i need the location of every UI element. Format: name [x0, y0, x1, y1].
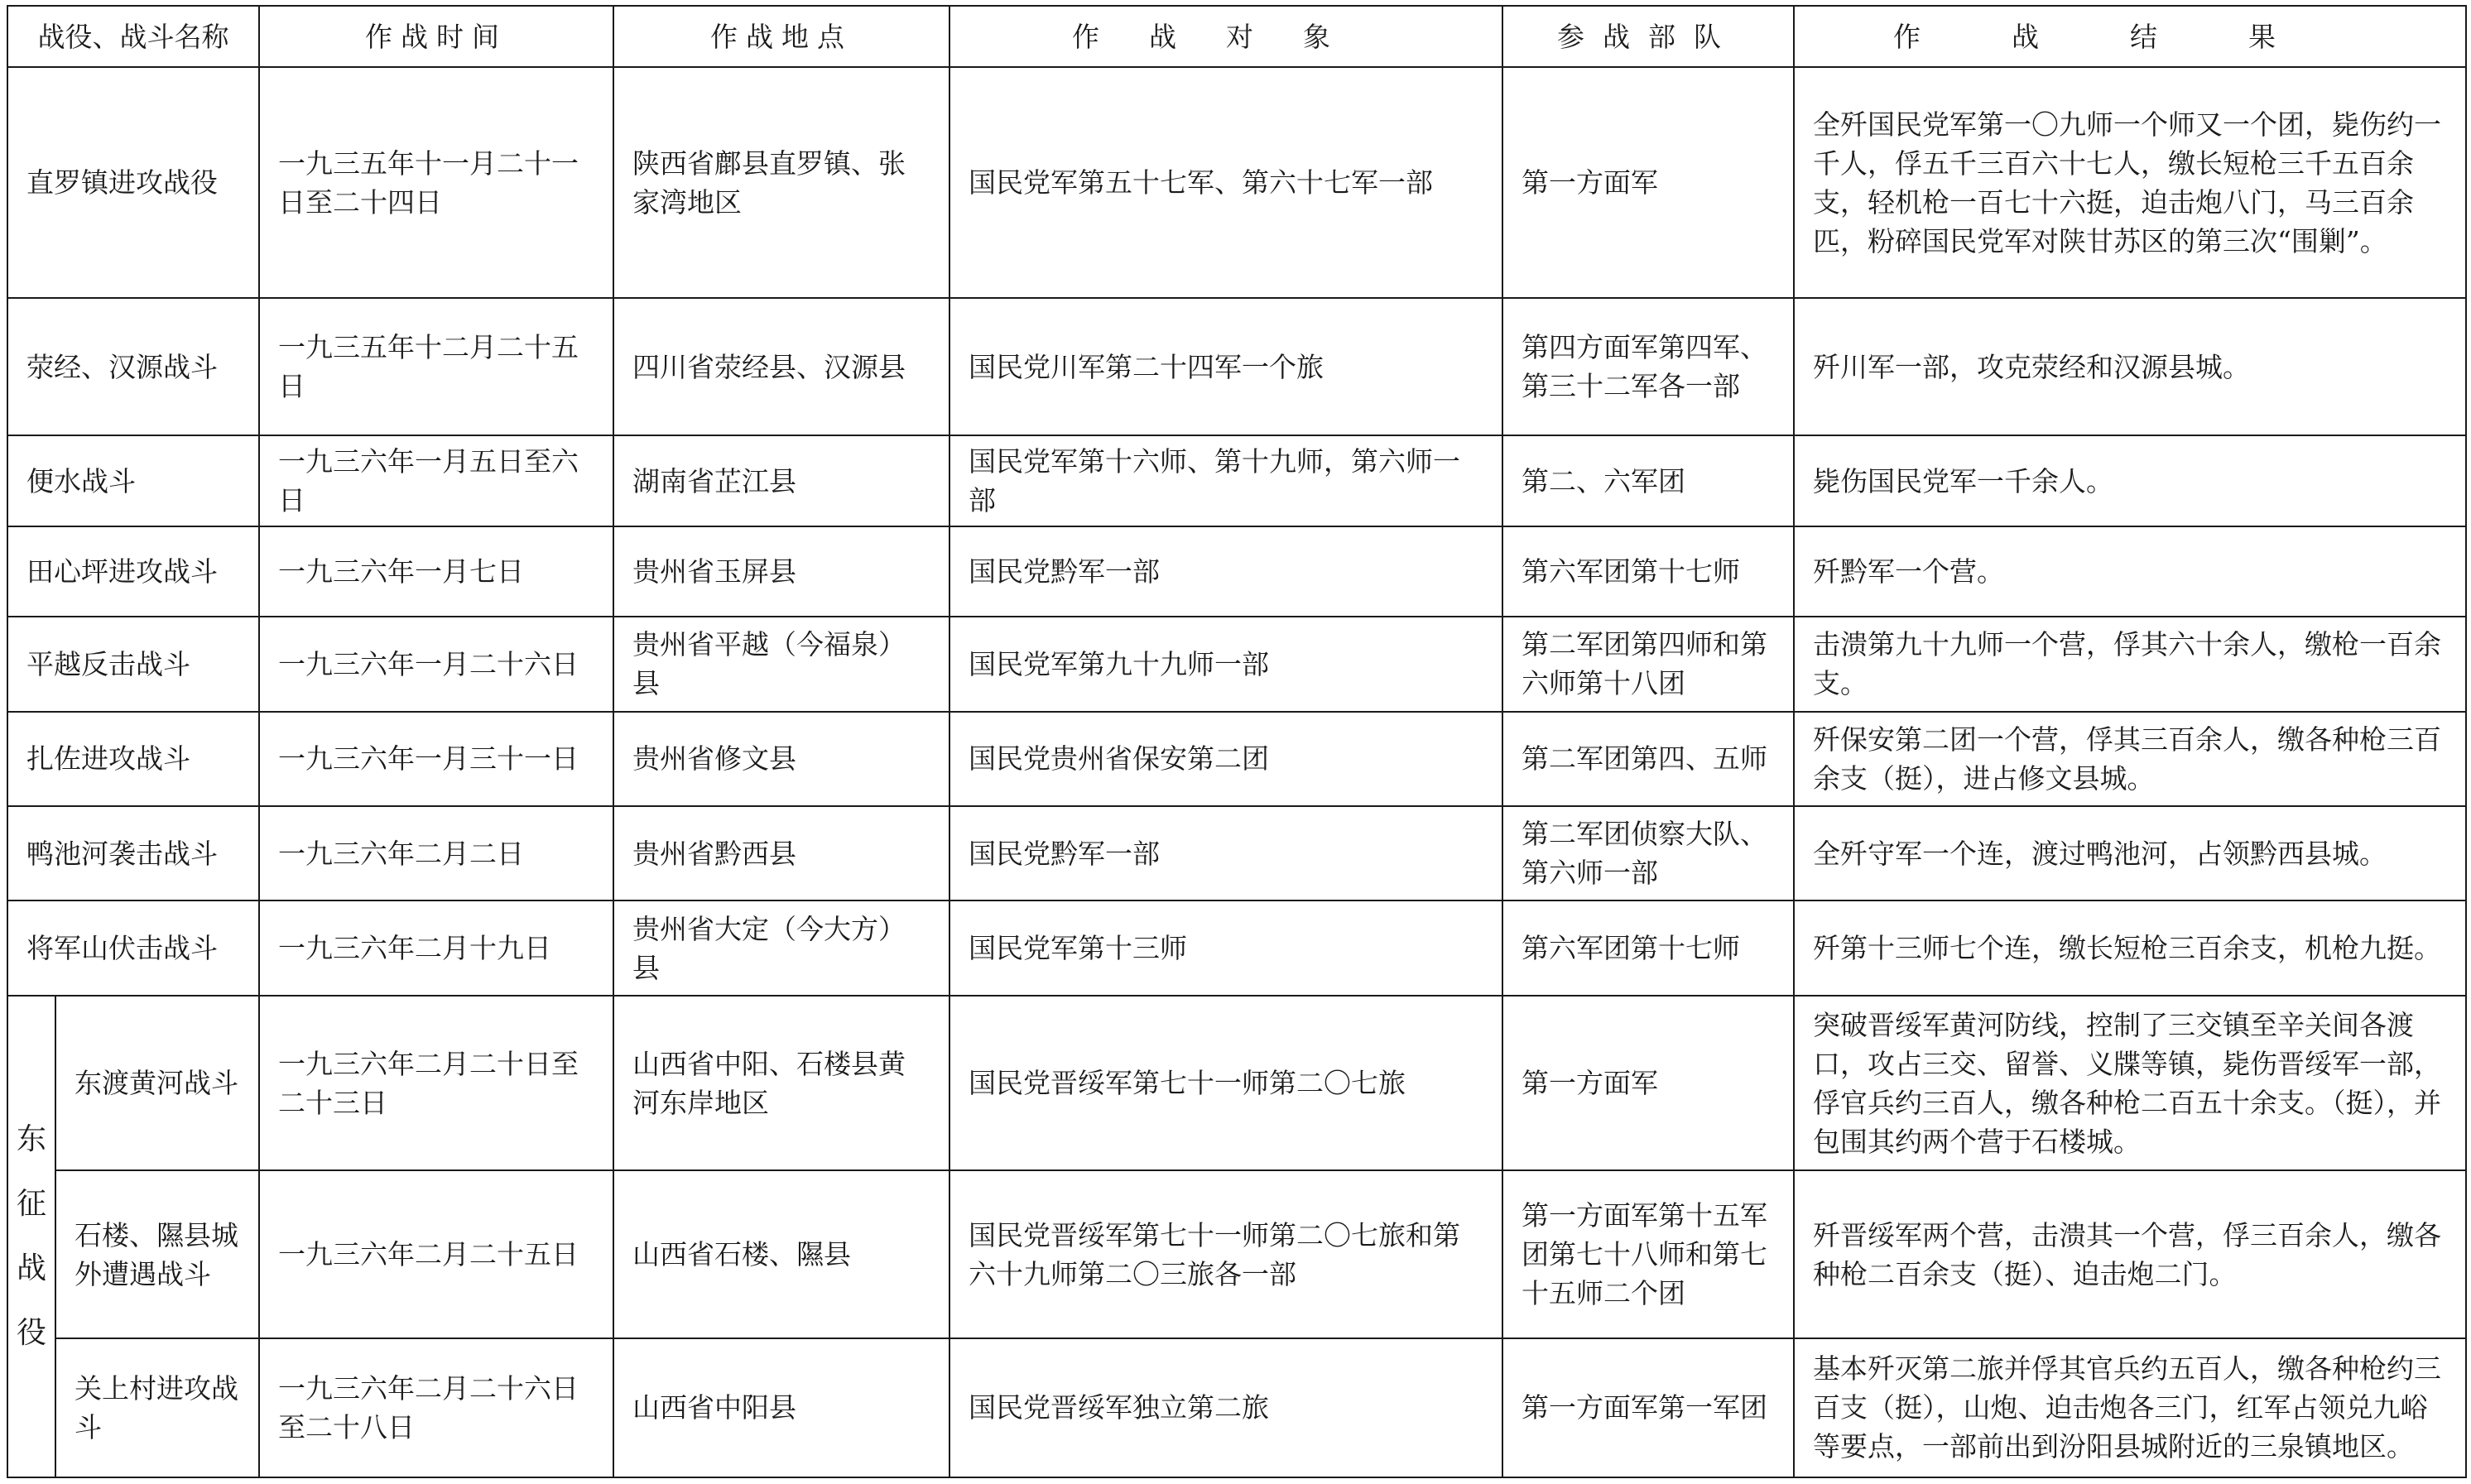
battle-name: 田心坪进攻战斗 [7, 526, 259, 617]
battle-target: 国民党晋绥军第七十一师第二〇七旅 [949, 996, 1502, 1171]
battle-units: 第一方面军第一军团 [1502, 1338, 1794, 1477]
battle-result: 歼晋绥军两个营，击溃其一个营，俘三百余人，缴各种枪二百余支（挺）、迫击炮二门。 [1794, 1170, 2466, 1338]
battle-time: 一九三六年二月二十五日 [259, 1170, 613, 1338]
battle-result: 歼第十三师七个连，缴长短枪三百余支，机枪九挺。 [1794, 900, 2466, 995]
battle-place: 山西省石楼、隰县 [613, 1170, 949, 1338]
battle-units: 第二军团侦察大队、第六师一部 [1502, 806, 1794, 900]
battle-result: 突破晋绥军黄河防线，控制了三交镇至辛关间各渡口，攻占三交、留誉、义牒等镇，毙伤晋绥军一部，俘官兵约三百人，缴各种枪二百五十余支。（挺），并包围其约两个营于石楼城。 [1794, 996, 2466, 1171]
battle-units: 第六军团第十七师 [1502, 526, 1794, 617]
battle-target: 国民党军第五十七军、第六十七军一部 [949, 67, 1502, 298]
battle-result: 毙伤国民党军一千余人。 [1794, 435, 2466, 526]
battle-time: 一九三六年二月十九日 [259, 900, 613, 995]
table-row [7, 298, 2466, 435]
table-row [7, 996, 2466, 1171]
battle-place: 贵州省修文县 [613, 712, 949, 806]
battle-place: 贵州省平越（今福泉）县 [613, 617, 949, 711]
table-row [7, 1170, 2466, 1338]
battle-result: 歼保安第二团一个营，俘其三百余人，缴各种枪三百余支（挺），进占修文县城。 [1794, 712, 2466, 806]
battle-target: 国民党军第九十九师一部 [949, 617, 1502, 711]
group-label-char: 役 [16, 1315, 46, 1350]
battle-result: 全歼守军一个连，渡过鸭池河，占领黔西县城。 [1794, 806, 2466, 900]
battle-name: 鸭池河袭击战斗 [7, 806, 259, 900]
header-units: 参战部队 [1502, 6, 1794, 67]
battle-name: 便水战斗 [7, 435, 259, 526]
battle-target: 国民党晋绥军第七十一师第二〇七旅和第六十九师第二〇三旅各一部 [949, 1170, 1502, 1338]
header-row [7, 6, 2466, 67]
battle-place: 贵州省黔西县 [613, 806, 949, 900]
battle-units: 第一方面军 [1502, 996, 1794, 1171]
battle-place: 湖南省芷江县 [613, 435, 949, 526]
battle-units: 第二军团第四、五师 [1502, 712, 1794, 806]
battle-result: 歼川军一部，攻克荥经和汉源县城。 [1794, 298, 2466, 435]
group-label-char: 战 [16, 1251, 46, 1285]
battle-units: 第一方面军 [1502, 67, 1794, 298]
battle-time: 一九三六年二月二日 [259, 806, 613, 900]
battle-time: 一九三六年一月五日至六日 [259, 435, 613, 526]
battle-units: 第四方面军第四军、第三十二军各一部 [1502, 298, 1794, 435]
battle-place: 贵州省玉屏县 [613, 526, 949, 617]
battle-name: 东渡黄河战斗 [55, 996, 259, 1171]
battle-target: 国民党黔军一部 [949, 806, 1502, 900]
battle-place: 山西省中阳县 [613, 1338, 949, 1477]
table-row [7, 900, 2466, 995]
battle-name: 扎佐进攻战斗 [7, 712, 259, 806]
header-name: 战役、战斗名称 [7, 6, 259, 67]
group-label-char: 征 [16, 1186, 46, 1221]
battle-time: 一九三五年十二月二十五日 [259, 298, 613, 435]
battle-name: 直罗镇进攻战役 [7, 67, 259, 298]
battle-table [7, 5, 2467, 1478]
battle-place: 陕西省鄜县直罗镇、张家湾地区 [613, 67, 949, 298]
header-result: 作战结果 [1794, 6, 2466, 67]
battle-result: 歼黔军一个营。 [1794, 526, 2466, 617]
table-row [7, 617, 2466, 711]
header-time: 作战时间 [259, 6, 613, 67]
battle-units: 第六军团第十七师 [1502, 900, 1794, 995]
group-label-char: 东 [16, 1121, 46, 1156]
battle-name: 石楼、隰县城外遭遇战斗 [55, 1170, 259, 1338]
battle-time: 一九三六年一月二十六日 [259, 617, 613, 711]
table-row [7, 712, 2466, 806]
table-row [7, 526, 2466, 617]
battle-name: 荥经、汉源战斗 [7, 298, 259, 435]
battle-place: 四川省荥经县、汉源县 [613, 298, 949, 435]
battle-units: 第二、六军团 [1502, 435, 1794, 526]
battle-units: 第一方面军第十五军团第七十八师和第七十五师二个团 [1502, 1170, 1794, 1338]
group-label [7, 996, 55, 1477]
battle-time: 一九三六年二月二十六日至二十八日 [259, 1338, 613, 1477]
battle-place: 贵州省大定（今大方）县 [613, 900, 949, 995]
table-row [7, 435, 2466, 526]
table-row [7, 1338, 2466, 1477]
battle-target: 国民党军第十三师 [949, 900, 1502, 995]
battle-target: 国民党黔军一部 [949, 526, 1502, 617]
battle-time: 一九三五年十一月二十一日至二十四日 [259, 67, 613, 298]
header-place: 作战地点 [613, 6, 949, 67]
battle-time: 一九三六年一月七日 [259, 526, 613, 617]
battle-place: 山西省中阳、石楼县黄河东岸地区 [613, 996, 949, 1171]
battle-name: 将军山伏击战斗 [7, 900, 259, 995]
battle-target: 国民党川军第二十四军一个旅 [949, 298, 1502, 435]
header-target: 作战对象 [949, 6, 1502, 67]
battle-time: 一九三六年二月二十日至二十三日 [259, 996, 613, 1171]
battle-target: 国民党晋绥军独立第二旅 [949, 1338, 1502, 1477]
battle-target: 国民党军第十六师、第十九师，第六师一部 [949, 435, 1502, 526]
battle-target: 国民党贵州省保安第二团 [949, 712, 1502, 806]
battle-result: 全歼国民党军第一〇九师一个师又一个团，毙伤约一千人，俘五千三百六十七人，缴长短枪三千五百余支，轻机枪一百七十六挺，迫击炮八门，马三百余匹，粉碎国民党军对陕甘苏区的第三次“围剿”。 [1794, 67, 2466, 298]
battle-name: 关上村进攻战斗 [55, 1338, 259, 1477]
table-row [7, 806, 2466, 900]
table-row [7, 67, 2466, 298]
battle-time: 一九三六年一月三十一日 [259, 712, 613, 806]
battle-name: 平越反击战斗 [7, 617, 259, 711]
battle-result: 基本歼灭第二旅并俘其官兵约五百人，缴各种枪约三百支（挺），山炮、迫击炮各三门，红军占领兑九峪等要点，一部前出到汾阳县城附近的三泉镇地区。 [1794, 1338, 2466, 1477]
battle-result: 击溃第九十九师一个营，俘其六十余人，缴枪一百余支。 [1794, 617, 2466, 711]
battle-units: 第二军团第四师和第六师第十八团 [1502, 617, 1794, 711]
